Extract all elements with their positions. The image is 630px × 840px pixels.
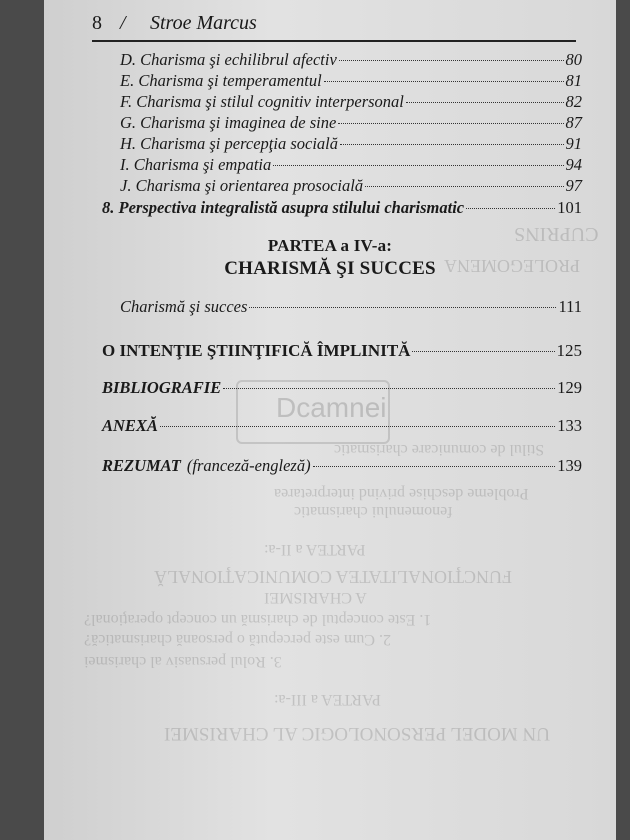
leader-dots (340, 144, 563, 145)
leader-dots (160, 426, 555, 427)
toc-item-page: 87 (565, 113, 582, 132)
toc-item-page: 91 (565, 134, 582, 153)
toc-item-label: D. Charisma şi echilibrul afectiv (120, 50, 337, 69)
bleed-line: PROLEGOMENA (444, 256, 581, 276)
bleed-line: Probleme deschise privind interpretarea (274, 485, 529, 502)
toc-chapter-label: ANEXĂ (102, 416, 158, 435)
toc-chapter-page: 125 (556, 341, 582, 360)
toc-chapter-page: 139 (557, 456, 582, 475)
toc-section (102, 198, 582, 218)
toc-item (120, 71, 582, 91)
toc-item-label: I. Charisma şi empatia (120, 155, 272, 174)
toc-item (120, 134, 582, 154)
toc-item-label: G. Charisma şi imaginea de sine (120, 113, 337, 132)
toc-item-page: 82 (565, 92, 582, 111)
toc-item-page: 97 (565, 176, 582, 195)
bleed-line: fenomenului charismatic (294, 503, 453, 520)
part-heading: PARTEA a IV-a: (267, 236, 393, 255)
toc-chapter-label: Charismă şi succes (120, 297, 248, 316)
leader-dots (324, 81, 564, 82)
bleed-line: PARTEA a II-a: (264, 541, 366, 558)
bleed-line: A CHARISMEI (264, 589, 367, 606)
header-separator: / (120, 12, 126, 34)
toc-item-label: H. Charisma şi percepţia socială (120, 134, 339, 153)
toc-chapter (102, 456, 582, 476)
toc-chapter (102, 416, 582, 436)
toc-chapter-label-suffix: (franceză-engleză) (186, 456, 311, 475)
toc-item (120, 155, 582, 175)
toc-section-page: 101 (557, 198, 582, 217)
leader-dots (466, 208, 555, 209)
toc-item (120, 113, 582, 133)
bleed-line: CUPRINS (514, 223, 599, 245)
leader-dots (338, 123, 563, 124)
toc-chapter-label: O INTENŢIE ŞTIINŢIFICĂ ÎMPLINITĂ (102, 341, 411, 360)
author-name: Stroe Marcus (150, 12, 257, 34)
leader-dots (406, 102, 564, 103)
toc-item (120, 50, 582, 70)
leader-dots (273, 165, 563, 166)
toc-chapter (102, 378, 582, 398)
toc-item (120, 92, 582, 112)
leader-dots (313, 466, 556, 467)
toc-chapter-page: 129 (557, 378, 582, 397)
toc-chapter-label: BIBLIOGRAFIE (102, 378, 222, 397)
bleed-line: FUNCŢIONALITATEA COMUNICAŢIONALĂ (154, 567, 513, 587)
leader-dots (223, 388, 555, 389)
toc-item-page: 81 (565, 71, 582, 90)
toc-item-page: 80 (565, 50, 582, 69)
toc-item-label: E. Charisma şi temperamentul (120, 71, 322, 90)
leader-dots (412, 351, 554, 352)
toc-item-label: F. Charisma şi stilul cognitiv interpersonal (120, 92, 404, 111)
leader-dots (249, 307, 556, 308)
bleed-line: UN MODEL PERSONOLOGIC AL CHARISMEI (164, 723, 550, 744)
leader-dots (365, 186, 563, 187)
part-title: CHARISMĂ ŞI SUCCES (224, 258, 436, 279)
bleed-line: Stilul de comunicare charismatic (334, 441, 545, 458)
bleed-line: PARTEA a III-a: (274, 691, 381, 708)
toc-item-page: 94 (565, 155, 582, 174)
toc-chapter (102, 341, 582, 361)
running-header (92, 10, 576, 42)
bleed-line: 3. Rolul persuasiv al charismei (84, 653, 282, 670)
toc-item (120, 176, 582, 196)
leader-dots (339, 60, 564, 61)
toc-chapter-page: 111 (558, 297, 582, 316)
toc-item-label: J. Charisma şi orientarea prosocială (120, 176, 364, 195)
page-number: 8 (92, 12, 102, 34)
toc-section-label: 8. Perspectiva integralistă asupra stilului charismatic (102, 198, 465, 217)
toc-chapter (120, 297, 582, 317)
book-page (44, 0, 616, 840)
toc-chapter-page: 133 (557, 416, 582, 435)
bleed-line: 2. Cum este percepută o persoană charismatică? (84, 631, 391, 648)
watermark-text: Dcamnei (276, 392, 387, 423)
toc-chapter-label: REZUMAT (102, 456, 181, 475)
bleed-line: 1. Este conceptul de charismă un concept operaţional? (84, 611, 432, 628)
